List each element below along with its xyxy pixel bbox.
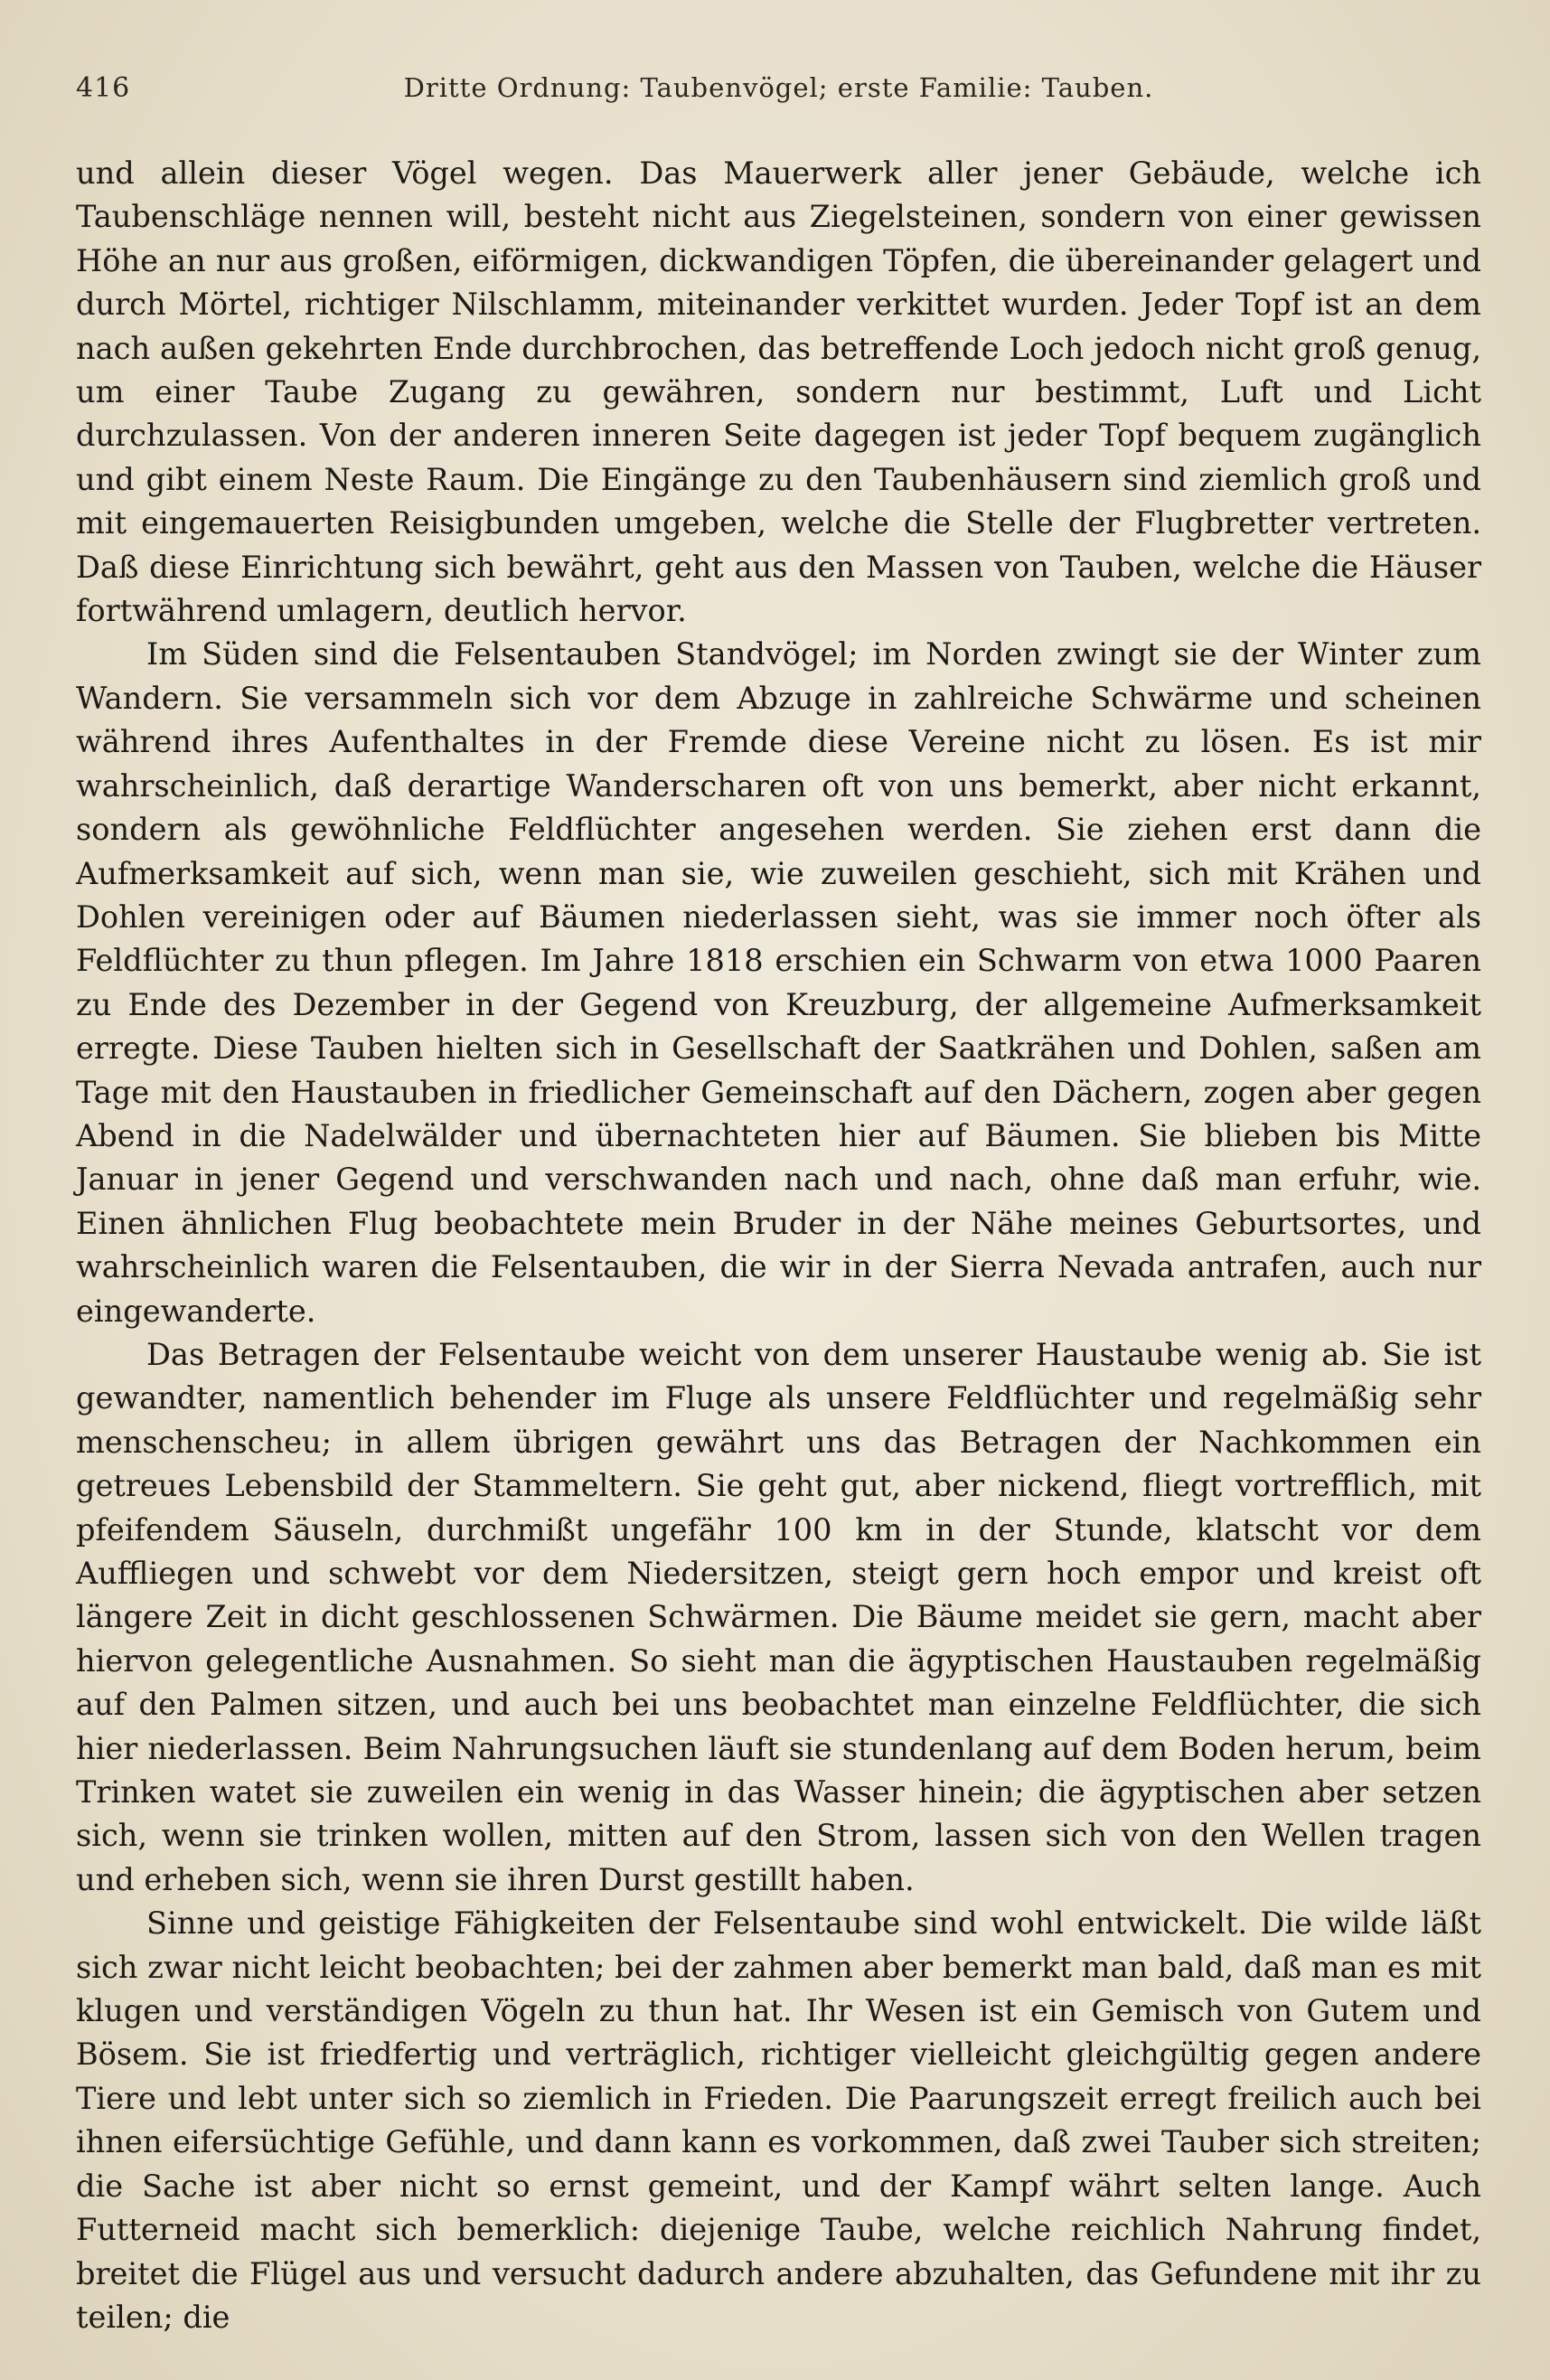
paragraph-behaviour: Das Betragen der Felsentaube weicht von dem unserer Haustaube wenig ab. Sie ist gewandter, namentlich behender im Fluge als unsere Feldflüchter und regelmäßig sehr menschenscheu; in allem übrigen gewährt uns das Betragen der Nachkommen ein getreues Lebensbild der Stammeltern. Sie geht gut, aber nickend, fliegt vortrefflich, mit pfeifendem Säuseln, durchmißt ungefähr 100 km in der Stunde, klatscht vor dem Auffliegen und schwebt vor dem Niedersitzen, steigt gern hoch empor und kreist oft längere Zeit in dicht geschlossenen Schwärmen. Die Bäume meidet sie gern, macht aber hiervon gelegentliche Ausnahmen. So sieht man die ägyptischen Haustauben regelmäßig auf den Palmen sitzen, und auch bei uns beobachtet man einzelne Feldflüchter, die sich hier niederlassen. Beim Nahrungsuchen läuft sie stundenlang auf dem Boden herum, beim Trinken watet sie zuweilen ein wenig in das Wasser hinein; die ägyptischen aber setzen sich, wenn sie trinken wollen, mitten auf den Strom, lassen sich von den Wellen tragen und erheben sich, wenn sie ihren Durst gestillt haben. [76,1336,1481,1897]
paragraph-senses: Sinne und geistige Fähigkeiten der Felsentaube sind wohl entwickelt. Die wilde läßt sich zwar nicht leicht beobachten; bei der zahmen aber bemerkt man bald, daß man es mit klugen und verständigen Vögeln zu thun hat. Ihr Wesen ist ein Gemisch von Gutem und Bösem. Sie ist friedfertig und verträglich, richtiger vielleicht gleichgültig gegen andere Tiere und lebt unter sich so ziemlich in Frieden. Die Paarungszeit erregt freilich auch bei ihnen eifersüchtige Gefühle, und dann kann es vorkommen, daß zwei Tauber sich streiten; die Sache ist aber nicht so ernst gemeint, und der Kampf währt selten lange. Auch Futterneid macht sich bemerklich: diejenige Taube, welche reichlich Nahrung findet, breitet die Flügel aus und versucht dadurch andere abzuhalten, das Gefundene mit ihr zu teilen; die [76,1905,1481,2335]
paragraph-continued: und allein dieser Vögel wegen. Das Mauerwerk aller jener Gebäude, welche ich Taubenschläge nennen will, besteht nicht aus Ziegelsteinen, sondern von einer gewissen Höhe an nur aus großen, eiförmigen, dickwandigen Töpfen, die übereinander gelagert und durch Mörtel, richtiger Nilschlamm, miteinander verkittet wurden. Jeder Topf ist an dem nach außen gekehrten Ende durchbrochen, das betreffende Loch jedoch nicht groß genug, um einer Taube Zugang zu gewähren, sondern nur bestimmt, Luft und Licht durchzulassen. Von der anderen inneren Seite dagegen ist jeder Topf bequem zugänglich und gibt einem Neste Raum. Die Eingänge zu den Taubenhäusern sind ziemlich groß und mit eingemauerten Reisigbunden umgeben, welche die Stelle der Flugbretter vertreten. Daß diese Einrichtung sich bewährt, geht aus den Massen von Tauben, welche die Häuser fortwährend umlagern, deutlich hervor. [76,155,1481,629]
running-title: Dritte Ordnung: Taubenvögel; erste Familie: Tauben. [403,72,1154,103]
body-text [76,152,1481,2339]
book-page [76,63,1481,2350]
paragraph-migration: Im Süden sind die Felsentauben Standvögel; im Norden zwingt sie der Winter zum Wandern. Sie versammeln sich vor dem Abzuge in zahlreiche Schwärme und scheinen während ihres Aufenthaltes in der Fremde diese Vereine nicht zu lösen. Es ist mir wahrscheinlich, daß derartige Wanderscharen oft von uns bemerkt, aber nicht erkannt, sondern als gewöhnliche Feldflüchter angesehen werden. Sie ziehen erst dann die Aufmerksamkeit auf sich, wenn man sie, wie zuweilen geschieht, sich mit Krähen und Dohlen vereinigen oder auf Bäumen niederlassen sieht, was sie immer noch öfter als Feldflüchter zu thun pflegen. Im Jahre 1818 erschien ein Schwarm von etwa 1000 Paaren zu Ende des Dezember in der Gegend von Kreuzburg, der allgemeine Aufmerksamkeit erregte. Diese Tauben hielten sich in Gesellschaft der Saatkrähen und Dohlen, saßen am Tage mit den Haustauben in friedlicher Gemeinschaft auf den Dächern, zogen aber gegen Abend in die Nadelwälder und übernachteten hier auf Bäumen. Sie blieben bis Mitte Januar in jener Gegend und verschwanden nach und nach, ohne daß man erfuhr, wie. Einen ähnlichen Flug beobachtete mein Bruder in der Nähe meines Geburtsortes, und wahrscheinlich waren die Felsentauben, die wir in der Sierra Nevada antrafen, auch nur eingewanderte. [76,636,1481,1329]
running-head [76,63,1481,114]
page-number: 416 [76,72,131,104]
